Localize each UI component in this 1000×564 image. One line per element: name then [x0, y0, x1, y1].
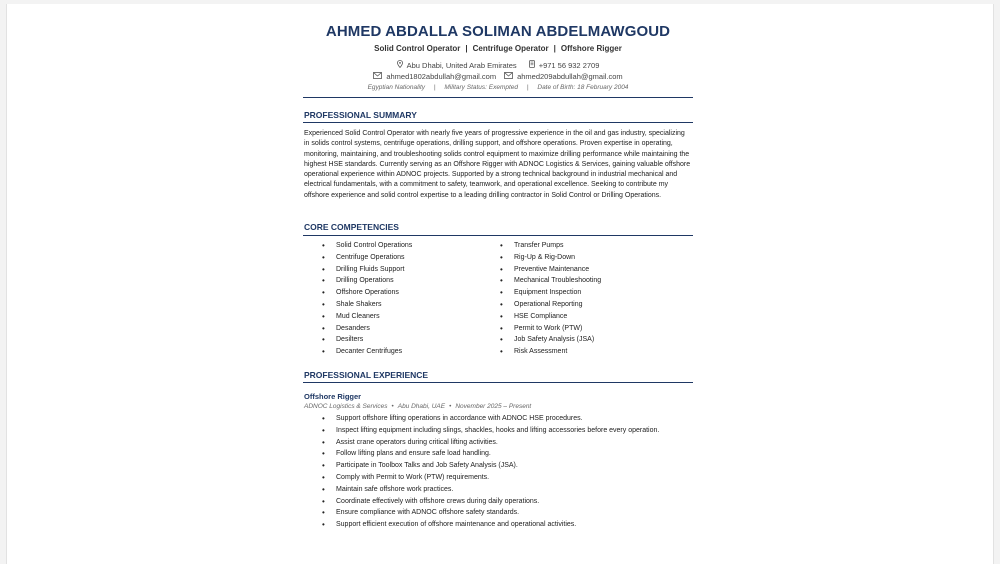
resume-page	[6, 4, 994, 564]
email-link-1[interactable]: ahmed1802abdullah@gmail.com	[386, 72, 497, 81]
competency-item: • Operational Reporting	[514, 299, 601, 311]
experience-divider	[303, 382, 693, 383]
competency-item: • Transfer Pumps	[514, 240, 601, 252]
competencies-list-left	[336, 240, 412, 358]
competency-item: • Risk Assessment	[514, 346, 601, 358]
competencies-divider	[303, 235, 693, 236]
competency-item: • Mechanical Troubleshooting	[514, 275, 601, 287]
personal-info-line	[303, 84, 693, 91]
role-1: Solid Control Operator	[374, 44, 461, 53]
phone-icon	[529, 60, 535, 70]
candidate-name: AHMED ABDALLA SOLIMAN ABDELMAWGOUD	[325, 23, 671, 40]
responsibility-item: • Support offshore lifting operations in accordance with ADNOC HSE procedures.	[336, 413, 659, 425]
competency-item: • Shale Shakers	[336, 299, 412, 311]
competency-item: • Drilling Fluids Support	[336, 264, 412, 276]
job-location: Abu Dhabi, UAE	[397, 403, 446, 410]
competency-item: • Drilling Operations	[336, 275, 412, 287]
info-separator: |	[526, 84, 529, 91]
competency-item: • HSE Compliance	[514, 311, 601, 323]
phone-link[interactable]: +971 56 932 2709	[538, 61, 600, 70]
responsibility-item: • Comply with Permit to Work (PTW) requirements.	[336, 472, 659, 484]
competency-item: • Rig-Up & Rig-Down	[514, 252, 601, 264]
responsibility-item: • Ensure compliance with ADNOC offshore safety standards.	[336, 507, 659, 519]
experience-heading: PROFESSIONAL EXPERIENCE	[304, 370, 429, 380]
role-separator: |	[465, 44, 468, 53]
competency-item: • Solid Control Operations	[336, 240, 412, 252]
envelope-icon	[504, 72, 513, 81]
competency-item: • Desanders	[336, 323, 412, 335]
summary-heading: PROFESSIONAL SUMMARY	[304, 110, 417, 120]
responsibility-item: • Assist crane operators during critical lifting activities.	[336, 437, 659, 449]
location-text: Abu Dhabi, United Arab Emirates	[406, 61, 517, 70]
competency-item: • Decanter Centrifuges	[336, 346, 412, 358]
competencies-heading: CORE COMPETENCIES	[304, 222, 399, 232]
responsibility-item: • Follow lifting plans and ensure safe load handling.	[336, 448, 659, 460]
competency-item: • Equipment Inspection	[514, 287, 601, 299]
job-title: Offshore Rigger	[304, 392, 362, 401]
competency-item: • Permit to Work (PTW)	[514, 323, 601, 335]
company-name: ADNOC Logistics & Services	[304, 403, 388, 410]
job-meta: ADNOC Logistics & Services • Abu Dhabi, UAE • November 2025 – Present	[304, 403, 532, 410]
role-separator: |	[553, 44, 556, 53]
competency-item: • Centrifuge Operations	[336, 252, 412, 264]
competency-item: • Mud Cleaners	[336, 311, 412, 323]
job-responsibilities	[336, 413, 659, 531]
responsibility-item: • Participate in Toolbox Talks and Job Safety Analysis (JSA).	[336, 460, 659, 472]
competencies-list-right	[514, 240, 601, 358]
role-3: Offshore Rigger	[560, 44, 622, 53]
role-2: Centrifuge Operator	[472, 44, 549, 53]
competency-item: • Job Safety Analysis (JSA)	[514, 334, 601, 346]
header-divider	[303, 97, 693, 98]
competency-item: • Desilters	[336, 334, 412, 346]
contact-line-location-phone	[303, 60, 693, 70]
envelope-icon	[373, 72, 382, 81]
map-pin-icon	[397, 60, 403, 70]
job-period: November 2025 – Present	[455, 403, 532, 410]
responsibility-item: • Maintain safe offshore work practices.	[336, 484, 659, 496]
nationality: Egyptian Nationality	[367, 84, 426, 91]
responsibility-item: • Inspect lifting equipment including slings, shackles, hooks and lifting accessories before every operation.	[336, 425, 659, 437]
responsibility-item: • Support efficient execution of offshore maintenance and operational activities.	[336, 519, 659, 531]
contact-line-emails	[303, 72, 693, 81]
competency-item: • Offshore Operations	[336, 287, 412, 299]
job-titles	[303, 44, 693, 53]
competency-item: • Preventive Maintenance	[514, 264, 601, 276]
date-of-birth: Date of Birth: 18 February 2004	[537, 84, 629, 91]
summary-text: Experienced Solid Control Operator with nearly five years of progressive experience in the oil and gas industry, specializing in solids control systems, centrifuge operations, drilling support, and offshore operations. Proven expertise in operating, monitoring, maintaining, and troubleshooting solids control equipment to maximize drilling performance while maintaining the highest HSE standards. Currently serving as an Offshore Rigger with ADNOC Logistics & Services, gaining valuable offshore operational experience within ADNOC projects. Supported by a strong technical background in industrial mechanical and electrical fundamentals, with a commitment to safety, teamwork, and operational excellence. Seeking to contribute my offshore experience and solid control expertise to a leading drilling contractor in Solid Control or Drilling Operations.	[304, 130, 691, 199]
military-status: Military Status: Exempted	[444, 84, 519, 91]
responsibility-item: • Coordinate effectively with offshore crews during daily operations.	[336, 496, 659, 508]
email-link-2[interactable]: ahmed209abdullah@gmail.com	[517, 72, 623, 81]
info-separator: |	[433, 84, 436, 91]
summary-divider	[303, 122, 693, 123]
